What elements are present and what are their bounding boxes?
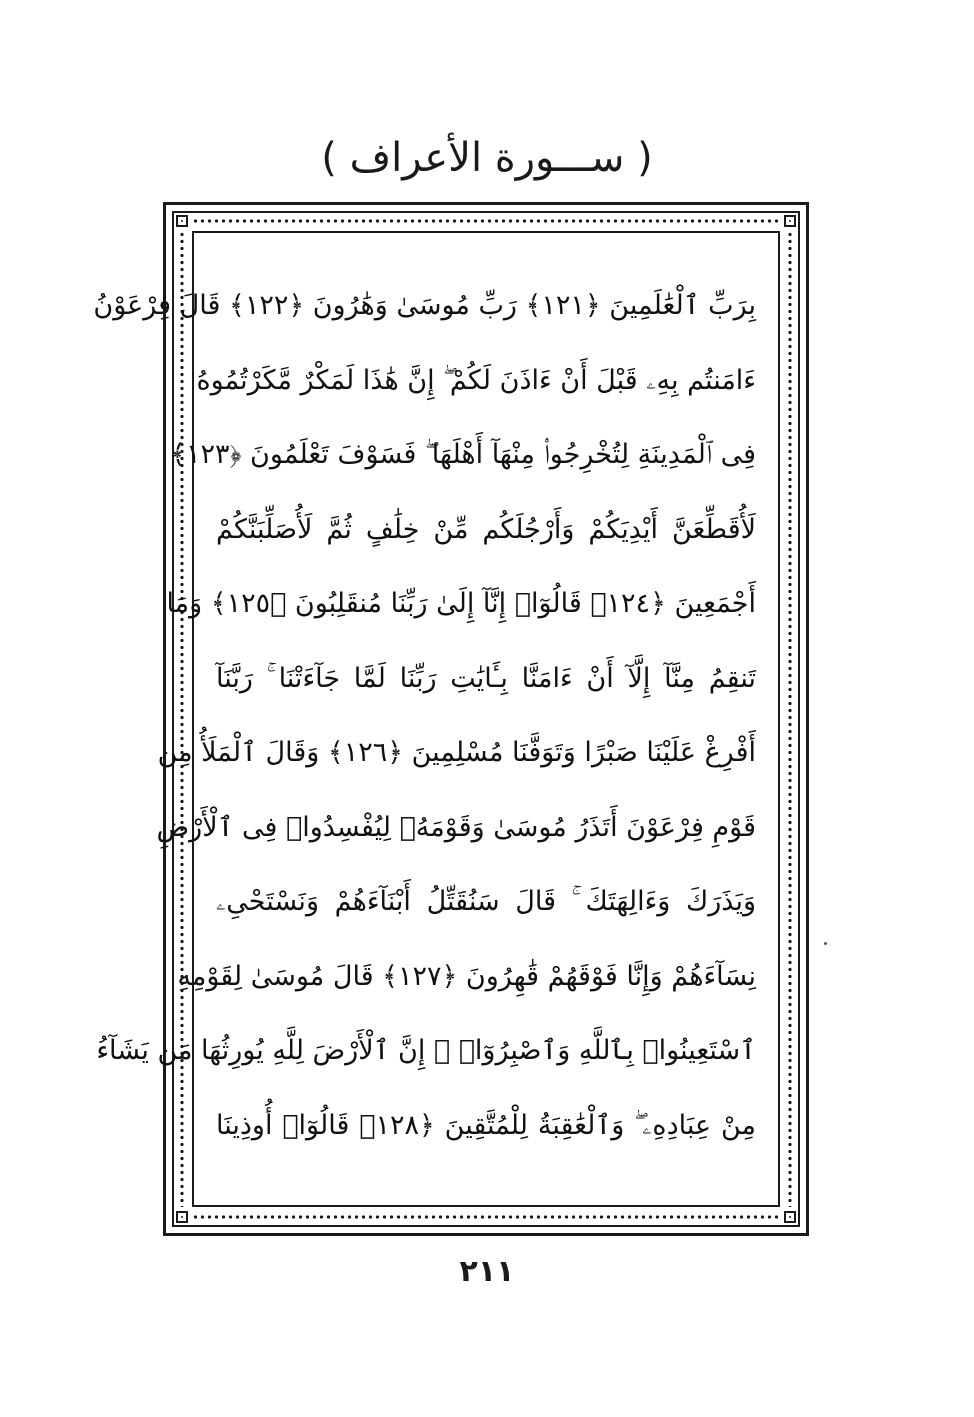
surah-title: ( ســـورة الأعراف ) [321,135,653,181]
verse-text-block [93,269,756,1185]
verse-line: ءَامَنتُم بِهِۦ قَبْلَ أَنْ ءَاذَنَ لَكُمْ ۖ إِنَّ هَٰذَا لَمَكْرٌ مَّكَرْتُمُوهُ [196,364,756,396]
corner-ornament-top-right [784,215,796,227]
verse-line: مِنْ عِبَادِهِۦ ۖ وَٱلْعَٰقِبَةُ لِلْمُتَّقِينَ ﴿١٢٨﴾ قَالُوٓا۟ أُوذِينَا [216,1109,756,1141]
page-number: ٢١١ [459,1254,515,1289]
page-frame [93,202,809,1236]
verse-line: وَيَذَرَكَ وَءَالِهَتَكَ ۚ قَالَ سَنُقَتِّلُ أَبْنَآءَهُمْ وَنَسْتَحْىِۦ [216,886,756,917]
margin-speck [824,942,827,945]
verse-line: ٱسْتَعِينُوا۟ بِٱللَّهِ وَٱصْبِرُوٓا۟ ۖ إِنَّ ٱلْأَرْضَ لِلَّهِ يُورِثُهَا مَن يَشَآءُ [96,1035,756,1066]
verse-line: بِرَبِّ ٱلْعَٰلَمِينَ ﴿١٢١﴾ رَبِّ مُوسَىٰ وَهَٰرُونَ ﴿١٢٢﴾ قَالَ فِرْعَوْنُ [93,290,756,321]
border-band-top [192,216,780,226]
text-panel [93,231,780,1207]
verse-line: نِسَآءَهُمْ وَإِنَّا فَوْقَهُمْ قَٰهِرُونَ ﴿١٢٧﴾ قَالَ مُوسَىٰ لِقَوْمِهِ [177,960,756,992]
corner-ornament-top-left [176,215,188,227]
corner-ornament-bottom-left [176,1211,188,1223]
verse-line: قَوْمِ فِرْعَوْنَ أَتَذَرُ مُوسَىٰ وَقَوْمَهُۥ لِيُفْسِدُوا۟ فِى ٱلْأَرْضِ [156,811,756,843]
verse-line: أَفْرِغْ عَلَيْنَا صَبْرًا وَتَوَفَّنَا مُسْلِمِينَ ﴿١٢٦﴾ وَقَالَ ٱلْمَلَأُ مِن [157,737,756,768]
border-band-bottom [192,1212,780,1222]
verse-line: تَنقِمُ مِنَّآ إِلَّآ أَنْ ءَامَنَّا بِـَٔايَٰتِ رَبِّنَا لَمَّا جَآءَتْنَا ۚ رَبَّنَآ [216,662,756,694]
verse-line: لَأُقَطِّعَنَّ أَيْدِيَكُمْ وَأَرْجُلَكُم مِّنْ خِلَٰفٍ ثُمَّ لَأُصَلِّبَنَّكُمْ [216,513,756,545]
verse-line: فِى ٱلْمَدِينَةِ لِتُخْرِجُوا۟ مِنْهَآ أَهْلَهَا ۖ فَسَوْفَ تَعْلَمُونَ ﴿١٢٣﴾ [170,439,756,470]
verse-line: أَجْمَعِينَ ﴿١٢٤﴾ قَالُوٓا۟ إِنَّآ إِلَىٰ رَبِّنَا مُنقَلِبُونَ ﴿١٢٥﴾ وَمَا [166,588,756,619]
decorative-border [93,211,800,1227]
corner-ornament-bottom-right [784,1211,796,1223]
border-band-right [785,231,795,1207]
